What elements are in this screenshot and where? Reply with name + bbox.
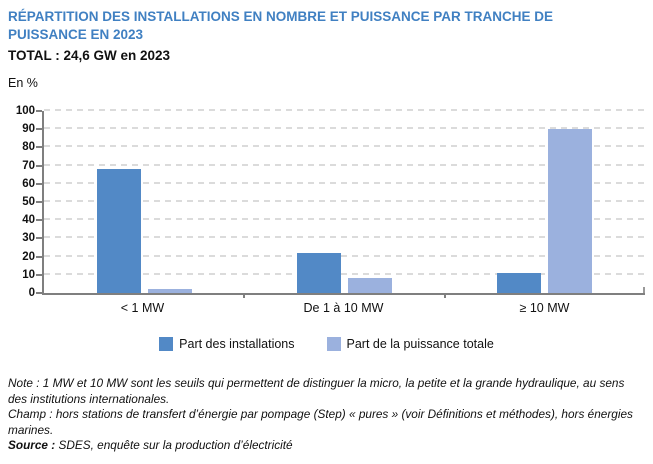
y-axis-tick [36,128,42,130]
legend-swatch [159,337,173,351]
bar [548,129,592,293]
champ-text: Champ : hors stations de transfert d’énergie par pompage (Step) « pures » (voir Définitions et méthodes), hors énergies marines. [8,407,633,437]
bar [348,278,392,293]
bar-group [244,111,444,293]
source-line [8,438,645,454]
y-axis-tick-label: 10 [22,268,35,281]
y-axis-tick [36,183,42,185]
legend-item [327,337,494,351]
y-axis-tick-label: 0 [28,287,35,299]
x-axis-tick [444,293,446,298]
y-axis-tick-label: 70 [22,159,35,172]
y-axis-tick [36,237,42,239]
source-value: SDES, enquête sur la production d’électricité [58,438,293,452]
legend-label: Part des installations [179,337,295,351]
y-axis-tick-label: 80 [22,141,35,154]
figure-title: RÉPARTITION DES INSTALLATIONS EN NOMBRE ET PUISSANCE PAR TRANCHE DE PUISSANCE EN 2023 [8,9,554,42]
bar-group [445,111,645,293]
x-axis-tick [243,293,245,298]
figure-total-subtitle: TOTAL : 24,6 GW en 2023 [8,48,171,63]
y-axis-tick-label: 100 [15,105,35,117]
y-axis-tick-label: 40 [22,214,35,227]
x-axis-category-label: < 1 MW [120,301,165,315]
note-text: Note : 1 MW et 10 MW sont les seuils qui permettent de distinguer la micro, la petite et la grande hydraulique, au sens des institutions internationales. [8,376,625,406]
y-axis-tick [36,292,42,294]
x-axis-category-label: ≥ 10 MW [519,301,570,315]
x-axis-end-tick [643,287,645,293]
y-axis-tick [36,201,42,203]
x-axis-category-labels [42,295,645,315]
bar [497,273,541,293]
y-axis-tick-label: 60 [22,177,35,190]
footnotes [8,376,645,454]
legend [8,337,645,351]
bar-chart [8,105,645,351]
y-axis-tick [36,165,42,167]
y-axis-tick [36,146,42,148]
y-axis-tick-label: 30 [22,232,35,245]
legend-swatch [327,337,341,351]
y-axis-tick-label: 50 [22,196,35,208]
bar-group [44,111,244,293]
y-axis-unit-label: En % [8,76,38,90]
legend-item [159,337,294,351]
legend-label: Part de la puissance totale [346,337,494,351]
y-axis-tick [36,256,42,258]
source-label: Source : [8,438,56,452]
y-axis-tick [36,110,42,112]
x-axis-category-label: De 1 à 10 MW [303,301,384,315]
plot-area [15,105,645,299]
bar [297,253,341,293]
y-axis-tick [36,274,42,276]
bar [97,169,141,293]
y-axis-tick-label: 20 [22,250,35,263]
y-axis-tick-label: 90 [22,123,35,136]
bar [148,289,192,293]
y-axis-tick [36,219,42,221]
